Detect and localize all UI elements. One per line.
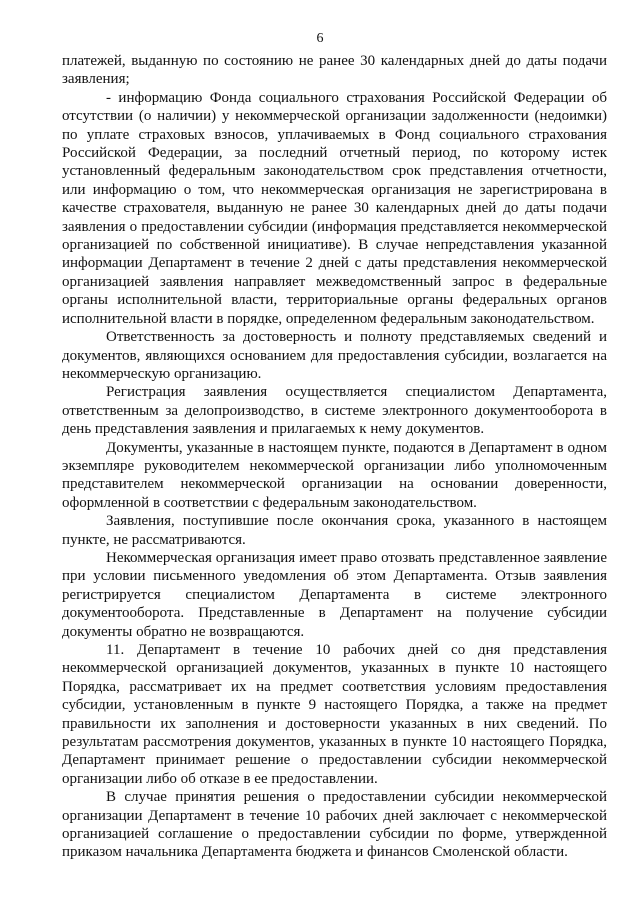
paragraph-fss-information: - информацию Фонда социального страхования Российской Федерации об отсутствии (о наличии) у некоммерческой организации задолженности (недоимки) по уплате страховых взносов, уплачиваемых в Фонд социального страхования Российской Федерации, за последний отчетный период, по которому истек установленный федеральным законодательством срок представления отчетности, или информацию о том, что некоммерческая организация не зарегистрирована в качестве страхователя, выданную не ранее 30 календарных дней до даты подачи заявления о предоставлении субсидии (информация представляется некоммерческой организацией по собственной инициативе). В случае непредставления указанной информации Департамент в течение 2 дней с даты представления некоммерческой организацией заявления направляет межведомственный запрос в федеральные органы исполнительной власти, территориальные органы федеральных органов исполнительной власти в порядке, определенном федеральным законодательством. (62, 89, 607, 327)
paragraph-item-11: 11. Департамент в течение 10 рабочих дней со дня представления некоммерческой организацией документов, указанных в пункте 10 настоящего Порядка, рассматривает их на предмет соответствия условиям предоставления субсидии, установленным в пункте 9 настоящего Порядка, а также на предмет правильности их заполнения и достоверности указанных в них сведений. По результатам рассмотрения документов, указанных в пункте 10 настоящего Порядка, Департамент принимает решение о предоставлении субсидии некоммерческой организации либо об отказе в ее предоставлении. (62, 642, 607, 787)
paragraph-late-applications: Заявления, поступившие после окончания срока, указанного в настоящем пункте, не рассматриваются. (62, 513, 607, 548)
page-number: 6 (316, 31, 324, 46)
paragraph-documents-submission: Документы, указанные в настоящем пункте, подаются в Департамент в одном экземпляре руководителем некоммерческой организации либо уполномоченным представителем некоммерческой организации на основании доверенности, оформленной в соответствии с федеральным законодательством. (62, 439, 607, 511)
paragraph-continuation: платежей, выданную по состоянию не ранее 30 календарных дней до даты подачи заявления; (62, 53, 607, 88)
paragraph-withdrawal: Некоммерческая организация имеет право отозвать представленное заявление при условии письменного уведомления об этом Департамента. Отзыв заявления регистрируется специалистом Департамента в системе электронного документооборота. Представленные в Департамент на получение субсидии документы обратно не возвращаются. (62, 549, 607, 640)
document-body (62, 52, 607, 862)
paragraph-registration: Регистрация заявления осуществляется специалистом Департамента, ответственным за делопроизводство, в системе электронного документооборота в день представления заявления и прилагаемых к нему документов. (62, 384, 607, 438)
paragraph-responsibility: Ответственность за достоверность и полноту представляемых сведений и документов, являющихся основанием для предоставления субсидии, возлагается на некоммерческую организацию. (62, 329, 607, 382)
paragraph-agreement: В случае принятия решения о предоставлении субсидии некоммерческой организации Департамент в течение 10 рабочих дней заключает с некоммерческой организацией соглашение о предоставлении субсидии по форме, утвержденной приказом начальника Департамента бюджета и финансов Смоленской области. (62, 789, 607, 861)
